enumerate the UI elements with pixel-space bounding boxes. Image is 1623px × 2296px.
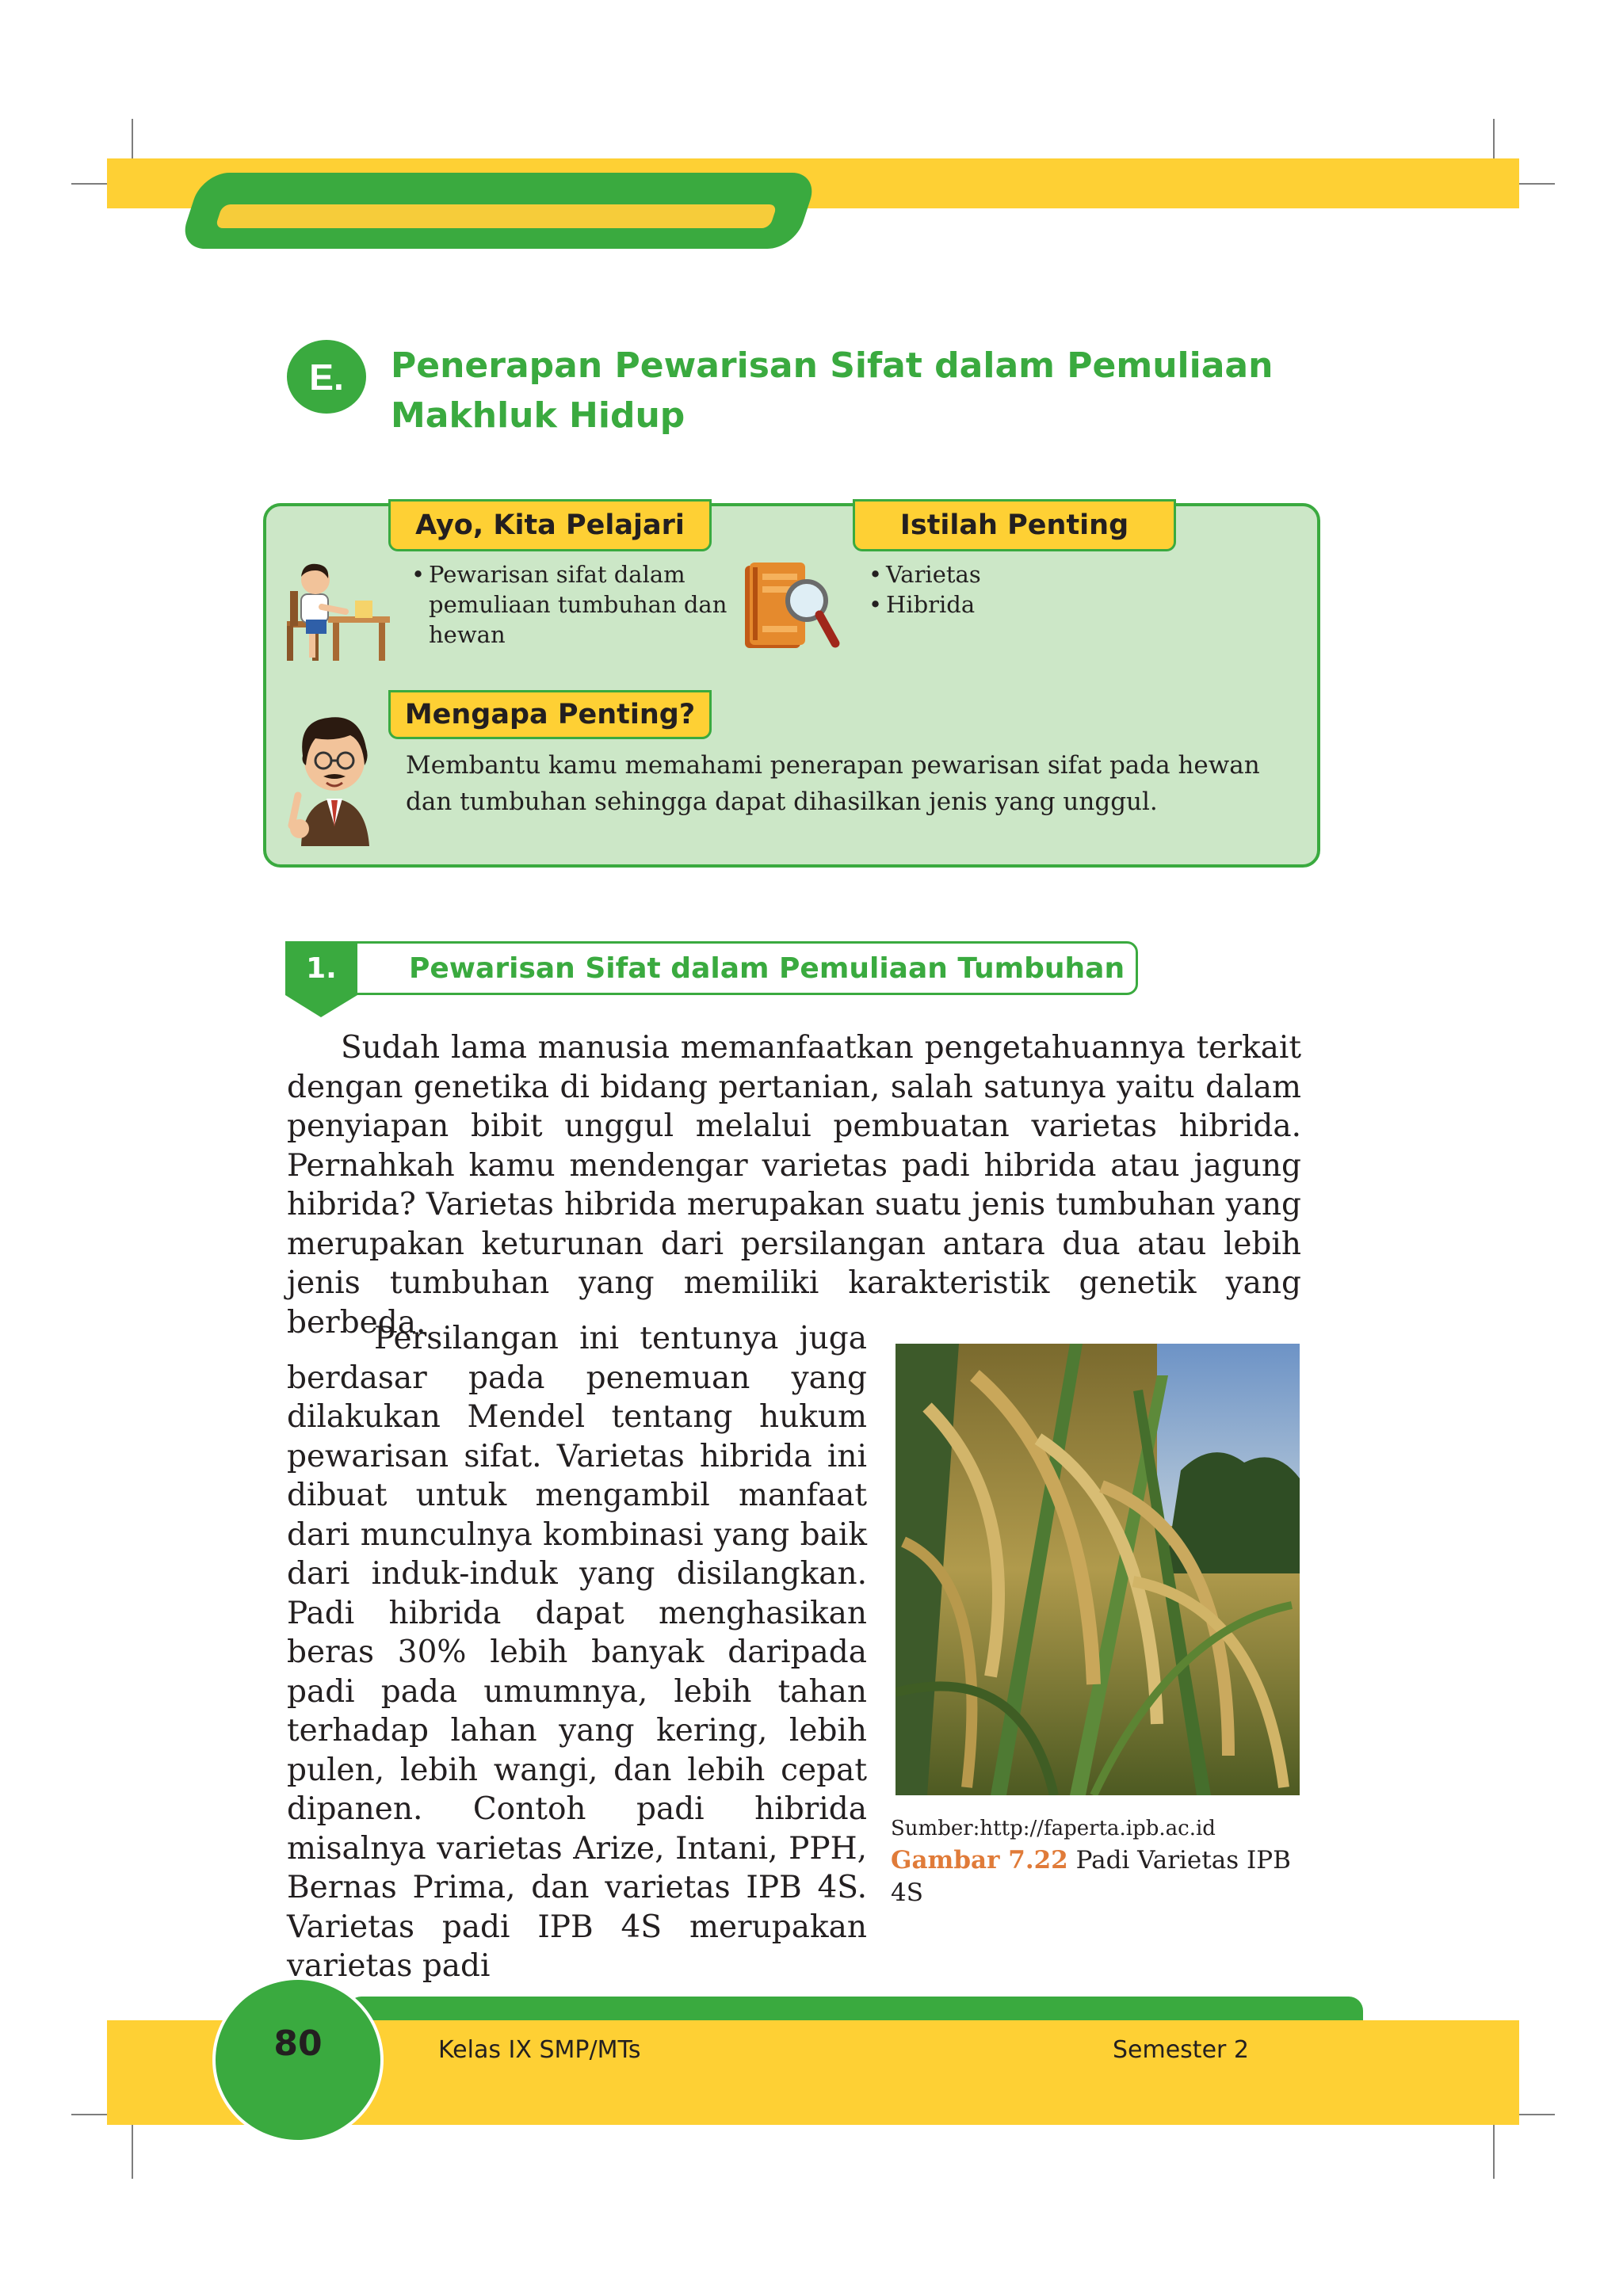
figure-caption-text: Padi Varietas IPB 4S bbox=[891, 1846, 1291, 1907]
section-title-line2: Makhluk Hidup bbox=[391, 395, 685, 436]
why-tab: Mengapa Penting? bbox=[388, 690, 712, 739]
header-pill-inner bbox=[215, 204, 777, 228]
list-item-cont: pemuliaan tumbuhan dan bbox=[429, 591, 727, 618]
figure-caption bbox=[891, 1844, 1303, 1909]
subsection-title: Pewarisan Sifat dalam Pemuliaan Tumbuhan bbox=[409, 952, 1125, 985]
list-item: • Pewarisan sifat dalam bbox=[411, 559, 728, 589]
teacher-pointing-icon bbox=[287, 707, 382, 849]
learn-list bbox=[411, 559, 728, 650]
student-at-desk-icon bbox=[282, 559, 393, 664]
figure-label: Gambar 7.22 bbox=[891, 1846, 1068, 1875]
list-item: • Hibrida bbox=[869, 589, 1186, 620]
section-title bbox=[391, 341, 1302, 441]
terms-list bbox=[869, 559, 1186, 620]
list-item: • Varietas bbox=[869, 559, 1186, 589]
list-item-cont: hewan bbox=[429, 621, 506, 648]
rice-photo bbox=[896, 1344, 1300, 1795]
subsection-number: 1. bbox=[285, 941, 357, 995]
footer-book-title: Kelas IX SMP/MTs bbox=[438, 2036, 641, 2064]
crop-mark bbox=[1493, 2123, 1495, 2179]
subsection-number-tip bbox=[285, 995, 357, 1017]
crop-mark bbox=[132, 2123, 133, 2179]
section-title-line1: Penerapan Pewarisan Sifat dalam Pemuliaan bbox=[391, 345, 1274, 386]
why-text: Membantu kamu memahami penerapan pewarisan sifat pada hewan dan tumbuhan sehingga dapat dihasilkan jenis yang unggul. bbox=[406, 751, 1260, 816]
book-magnifier-icon bbox=[742, 559, 842, 654]
figure-credit: Sumber:http://faperta.ipb.ac.id bbox=[891, 1817, 1216, 1840]
learn-tab: Ayo, Kita Pelajari bbox=[388, 499, 712, 551]
paragraph-2: Persilangan ini tentunya juga berdasar pada penemuan yang dilakukan Mendel tentang hukum pewarisan sifat. Varietas hibrida ini dibuat untuk mengambil manfaat dari munculnya kombinasi yang baik dari induk-induk yang disilangkan. Padi hibrida dapat menghasikan beras 30% lebih banyak daripada padi pada umumnya, lebih tahan terhadap lahan yang kering, lebih pulen, lebih wangi, dan lebih cepat dipanen. Contoh padi hibrida misalnya varietas Arize, Intani, PPH, Bernas Prima, dan varietas IPB 4S. Varietas padi IPB 4S merupakan varietas padi bbox=[287, 1321, 867, 1984]
section-badge: E. bbox=[287, 340, 366, 414]
paragraph-1: Sudah lama manusia memanfaatkan pengetahuannya terkait dengan genetika di bidang pertanian, salah satunya yaitu dalam penyiapan bibit unggul melalui pembuatan varietas hibrida. Pernahkah kamu mendengar varietas padi hibrida atau jagung hibrida? Varietas hibrida merupakan suatu jenis tumbuhan yang merupakan keturunan dari persilangan antara dua atau lebih jenis tumbuhan yang memiliki karakteristik genetik yang berbeda. bbox=[287, 1030, 1301, 1341]
footer-semester: Semester 2 bbox=[1113, 2036, 1249, 2064]
terms-tab: Istilah Penting bbox=[853, 499, 1176, 551]
page-number: 80 bbox=[273, 2023, 323, 2064]
